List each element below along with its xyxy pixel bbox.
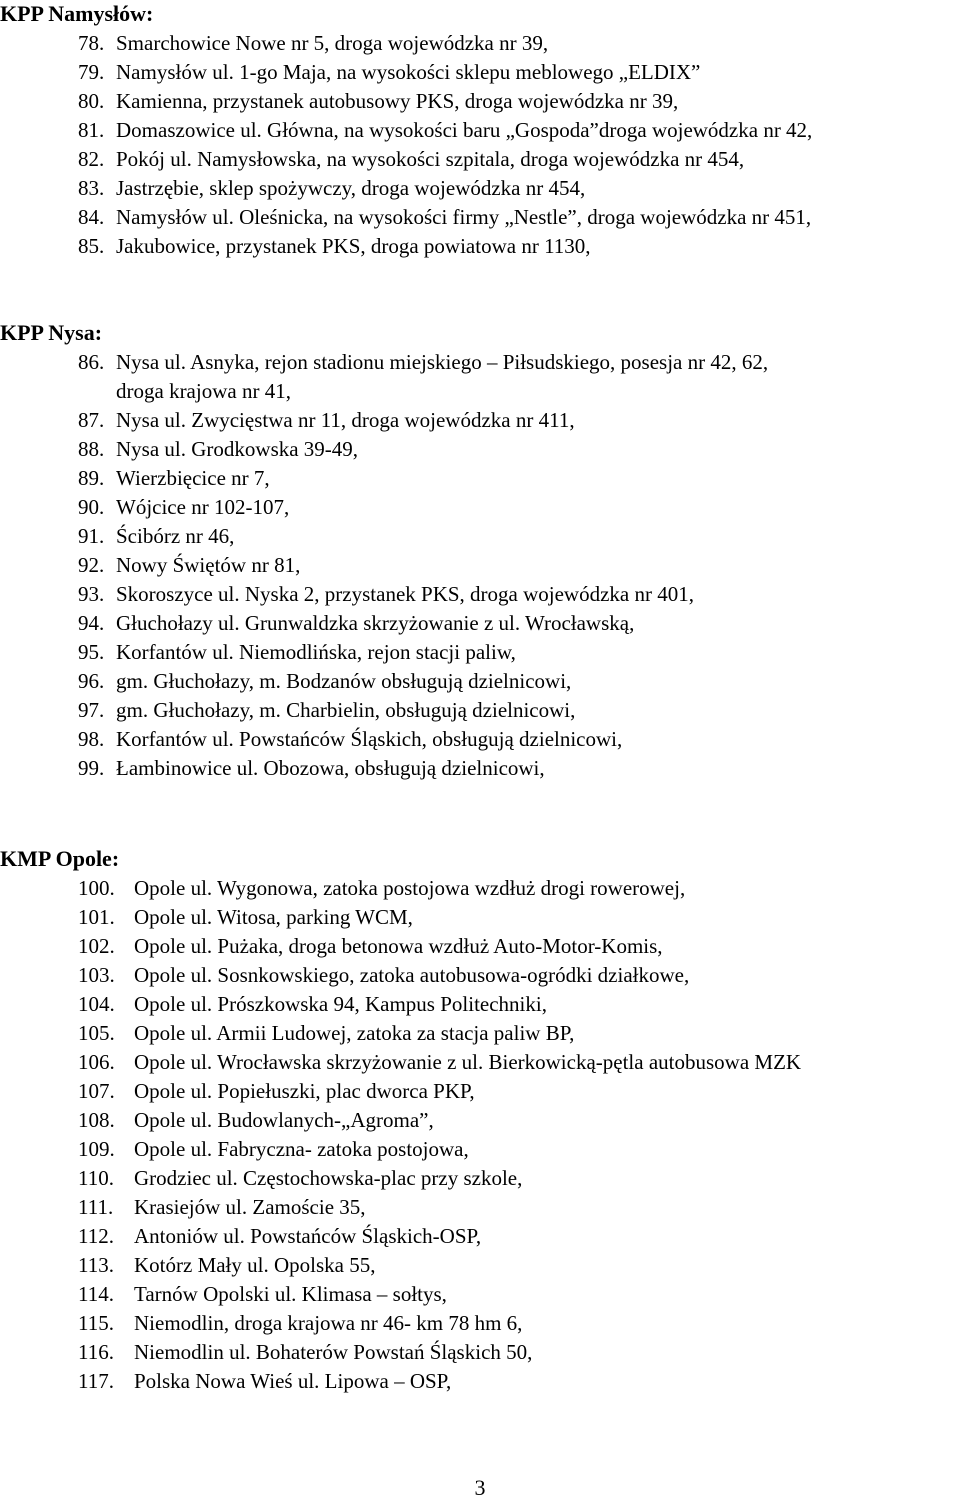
list-item-continuation: droga krajowa nr 41, — [116, 379, 291, 403]
page-number: 3 — [474, 1475, 486, 1500]
section-heading-nysa: KPP Nysa: — [0, 320, 103, 345]
section-heading-namyslow: KPP Namysłów: — [0, 1, 154, 26]
section-heading-opole: KMP Opole: — [0, 846, 120, 871]
